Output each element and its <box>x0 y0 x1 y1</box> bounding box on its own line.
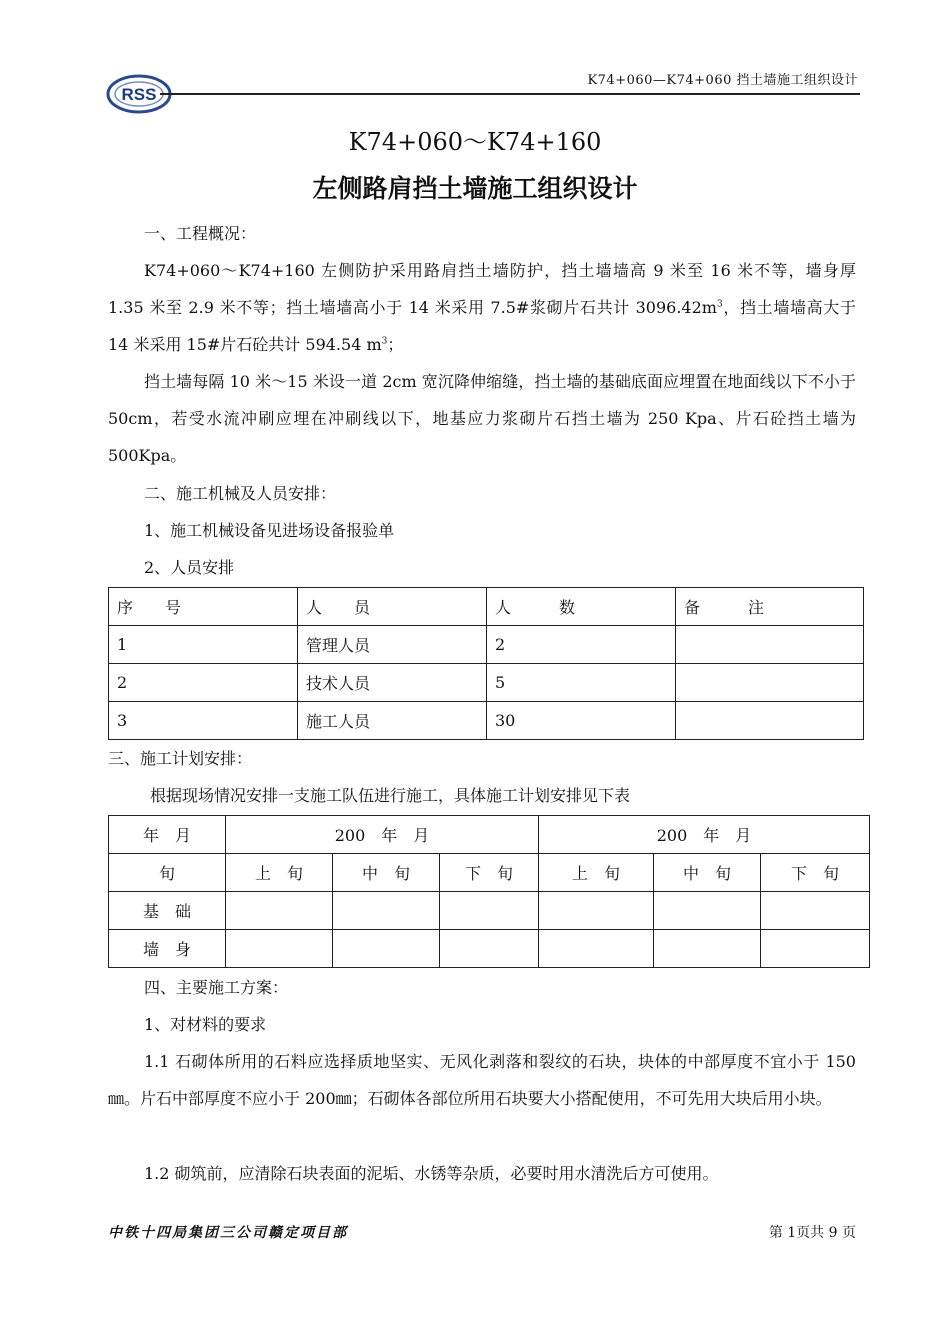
s1-p1-text-c: ； <box>387 335 404 354</box>
section4-paragraph1: 1.1 石砌体所用的石料应选择质地坚实、无风化剥落和裂纹的石块，块体的中部厚度不宜小于 150㎜。片石中部厚度不应小于 200㎜；石砌体各部位所用石块要大小搭配使用，不可先用大块后用小块。 <box>108 1052 856 1108</box>
s1-p1-text-a: K74+060～K74+160 左侧防护采用路肩挡土墙防护，挡土墙墙高 9 米至 16 米不等，墙身厚 1.35 米至 2.9 米不等；挡土墙墙高小于 14 米采用 7.5#浆砌片石共计 3096.42m <box>108 261 856 317</box>
s1-p1-sup1: 3 <box>716 299 723 310</box>
schedule-xun-cell: 下 旬 <box>761 854 870 892</box>
s1-p1-sup2: 3 <box>381 336 388 347</box>
schedule-cell <box>761 930 870 968</box>
schedule-period1: 200 年 月 <box>226 816 539 854</box>
staff-cell-no: 2 <box>109 664 298 702</box>
schedule-cell <box>440 930 539 968</box>
schedule-xun-cell: 下 旬 <box>440 854 539 892</box>
section1-paragraph2: 挡土墙每隔 10 米～15 米设一道 2cm 宽沉降伸缩缝，挡土墙的基础底面应埋置在地面线以下不小于 50cm，若受水流冲刷应埋在冲刷线以下，地基应力浆砌片石挡土墙为 250 Kpa、片石砼挡土墙为 500Kpa。 <box>108 372 856 465</box>
schedule-xun-cell: 中 旬 <box>654 854 761 892</box>
schedule-task-label: 基 础 <box>109 892 226 930</box>
section4-item1: 1、对材料的要求 <box>144 1015 267 1034</box>
logo-text: RSS <box>121 85 157 104</box>
schedule-year-month-label: 年 月 <box>109 816 226 854</box>
staff-cell-personnel: 管理人员 <box>298 626 487 664</box>
staff-cell-remark <box>676 664 864 702</box>
schedule-cell <box>333 930 440 968</box>
schedule-xun-cell: 中 旬 <box>333 854 440 892</box>
schedule-cell <box>226 892 333 930</box>
section2-item2: 2、人员安排 <box>144 558 235 577</box>
staff-header-personnel: 人 员 <box>298 588 487 626</box>
staff-cell-count: 2 <box>487 626 676 664</box>
section2-item1: 1、施工机械设备见进场设备报验单 <box>144 521 395 540</box>
document-title-line1: K74+060～K74+160 <box>348 128 602 156</box>
staff-header-remark: 备 注 <box>676 588 864 626</box>
footer-company: 中铁十四局集团三公司赣定项目部 <box>108 1225 348 1241</box>
schedule-cell <box>761 892 870 930</box>
staff-cell-count: 5 <box>487 664 676 702</box>
header-divider <box>160 93 860 95</box>
section3-heading: 三、施工计划安排： <box>108 749 253 768</box>
schedule-row-xun <box>109 854 870 892</box>
schedule-row-period <box>109 816 870 854</box>
staff-cell-no: 1 <box>109 626 298 664</box>
document-title-line2: 左侧路肩挡土墙施工组织设计 <box>312 174 638 203</box>
staff-cell-personnel: 技术人员 <box>298 664 487 702</box>
schedule-cell <box>539 892 654 930</box>
schedule-cell <box>654 930 761 968</box>
staff-cell-remark <box>676 626 864 664</box>
staff-header-count: 人 数 <box>487 588 676 626</box>
section4-paragraph2: 1.2 砌筑前，应清除石块表面的泥垢、水锈等杂质，必要时用水清洗后方可使用。 <box>144 1164 719 1183</box>
s1-p1-text-b: ，挡土墙墙高大于 14 米采用 15#片石砼共计 594.54 m <box>108 298 856 354</box>
table-row <box>109 626 864 664</box>
staff-cell-count: 30 <box>487 702 676 740</box>
table-row <box>109 702 864 740</box>
table-row <box>109 892 870 930</box>
schedule-cell <box>226 930 333 968</box>
footer-page-number: 第 1页共 9 页 <box>768 1225 856 1241</box>
schedule-table <box>108 815 870 968</box>
schedule-cell <box>654 892 761 930</box>
section1-heading: 一、工程概况： <box>144 224 257 243</box>
section1-paragraph1 <box>108 252 856 363</box>
schedule-cell <box>440 892 539 930</box>
section2-heading: 二、施工机械及人员安排： <box>144 484 337 503</box>
schedule-task-label: 墙 身 <box>109 930 226 968</box>
schedule-xun-label: 旬 <box>109 854 226 892</box>
staff-cell-remark <box>676 702 864 740</box>
schedule-cell <box>333 892 440 930</box>
staff-table <box>108 587 864 740</box>
staff-header-no: 序 号 <box>109 588 298 626</box>
table-row <box>109 930 870 968</box>
staff-cell-no: 3 <box>109 702 298 740</box>
schedule-period2: 200 年 月 <box>539 816 870 854</box>
table-row <box>109 664 864 702</box>
staff-cell-personnel: 施工人员 <box>298 702 487 740</box>
schedule-xun-cell: 上 旬 <box>539 854 654 892</box>
header-doc-title: K74+060—K74+060 挡土墙施工组织设计 <box>587 73 858 88</box>
staff-table-header <box>109 588 864 626</box>
schedule-cell <box>539 930 654 968</box>
section4-heading: 四、主要施工方案： <box>144 978 289 997</box>
schedule-xun-cell: 上 旬 <box>226 854 333 892</box>
section3-intro: 根据现场情况安排一支施工队伍进行施工，具体施工计划安排见下表 <box>150 786 631 805</box>
